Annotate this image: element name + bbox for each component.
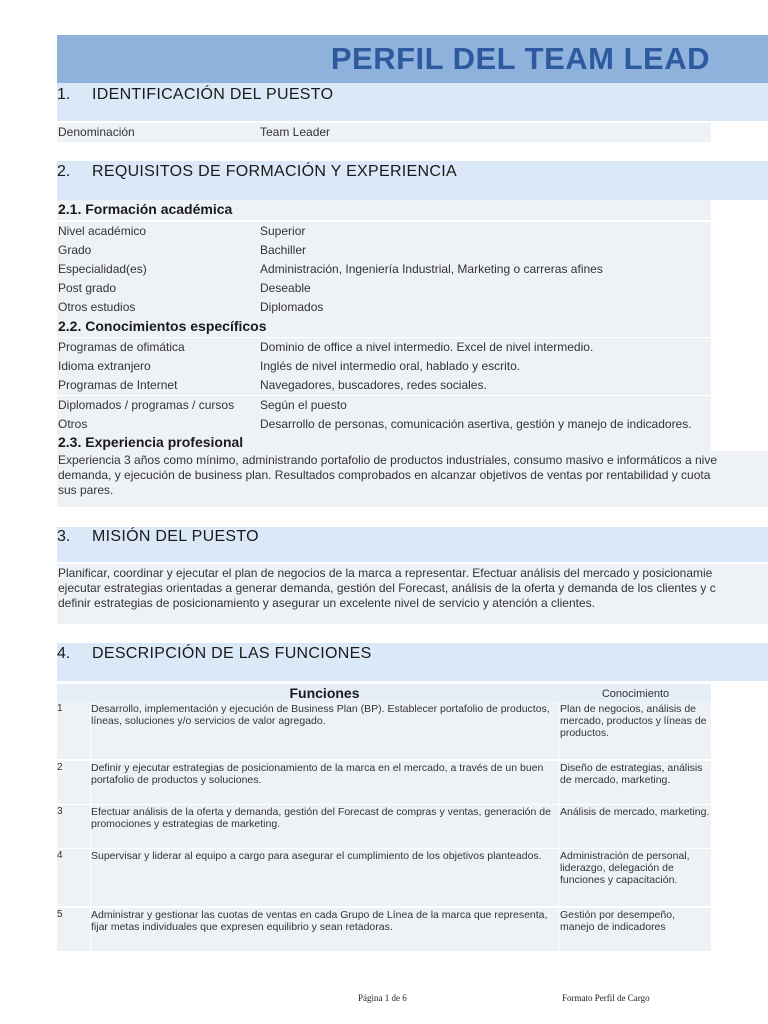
row-value: Dominio de office a nivel intermedio. Excel de nivel intermedio. [260,340,594,354]
row-label: Otros [58,417,88,431]
table-row [57,908,711,951]
row-value: Bachiller [260,243,307,257]
row-number: 5 [57,909,63,920]
experiencia-text: Experiencia 3 años como mínimo, administrando portafolio de productos industriales, consumo masivo e informáticos a nive demanda, y ejecución de business plan. Resultados comprobados en alcanzar objetivos de ventas por rentabilidad y cuota sus pares. [58,453,717,497]
section-3-header [57,527,768,562]
row-value: Deseable [260,281,311,295]
section-number: 2. [57,163,71,180]
table-row [57,761,711,804]
row-number: 3 [57,806,63,817]
row-number: 4 [57,850,63,861]
page-number: Página 1 de 6 [358,993,407,1003]
row-value: Team Leader [260,125,331,139]
row-label: Diplomados / programas / cursos [58,398,235,412]
conocimientos-row [57,376,711,396]
row-label: Programas de Internet [58,378,178,392]
formacion-row [57,241,711,261]
row-knowledge: Gestión por desempeño, manejo de indicadores [560,909,675,933]
row-knowledge: Diseño de estrategias, análisis de mercado, marketing. [560,762,703,786]
table-row [57,849,711,906]
section-number: 3. [57,528,71,545]
section-title: REQUISITOS DE FORMACIÓN Y EXPERIENCIA [92,163,457,180]
row-value: Diplomados [260,300,324,314]
row-knowledge: Administración de personal, liderazgo, delegación de funciones y capacitación. [560,850,690,886]
subsection-conocimientos [57,317,711,337]
section-number: 4. [57,645,71,662]
mision-text: Planificar, coordinar y ejecutar el plan de negocios de la marca a representar. Efectuar análisis del mercado y posicionamie ejecutar estrategias orientadas a generar demanda, gestión del Forecast, análisis de la oferta y demanda de los clientes y c definir estrategias de posicionamiento y asegurar un excelente nivel de servicio y atención a clientes. [58,566,716,610]
row-value: Superior [260,224,306,238]
experiencia-text-box [57,451,768,507]
row-value: Desarrollo de personas, comunicación asertiva, gestión y manejo de indicadores. [260,417,692,431]
row-number: 2 [57,762,63,773]
row-function: Administrar y gestionar las cuotas de ventas en cada Grupo de Línea de la marca que representa, fijar metas individuales que expresen equilibrio y sean retadoras. [91,909,548,933]
section-number: 1. [57,86,71,103]
row-function: Supervisar y liderar al equipo a cargo para asegurar el cumplimiento de los objetivos planteados. [91,850,542,862]
row-function: Efectuar análisis de la oferta y demanda, gestión del Forecast de compras y ventas, generación de promociones y estrategias de marketing. [91,806,551,830]
section-title: DESCRIPCIÓN DE LAS FUNCIONES [92,645,372,662]
subsection-title: 2.3. Experiencia profesional [58,434,244,450]
formacion-row [57,222,711,242]
section-2-header [57,161,768,200]
subsection-title: 2.1. Formación académica [58,201,233,217]
table-row [57,702,711,759]
row-value: Navegadores, buscadores, redes sociales. [260,378,487,392]
row-knowledge: Plan de negocios, análisis de mercado, productos y líneas de productos. [560,703,707,739]
table-row [57,805,711,848]
conocimientos-row [57,357,711,377]
page-title: PERFIL DEL TEAM LEAD [330,41,710,76]
subsection-formacion [57,200,711,220]
row-label: Nivel académico [58,224,147,238]
conocimientos-row [57,415,711,435]
subsection-title: 2.2. Conocimientos específicos [58,318,267,334]
row-value: Según el puesto [260,398,347,412]
header-conocimiento: Conocimiento [601,688,670,700]
section-title: IDENTIFICACIÓN DEL PUESTO [92,86,334,103]
mision-text-box [57,564,768,624]
row-number: 1 [57,703,63,714]
row-value: Inglés de nivel intermedio oral, hablado y escrito. [260,359,521,373]
row-function: Definir y ejecutar estrategias de posicionamiento de la marca en el mercado, a través de un buen portafolio de productos y soluciones. [91,762,544,786]
section-title: MISIÓN DEL PUESTO [92,528,259,545]
conocimientos-row [57,338,711,358]
row-label: Programas de ofimática [58,340,185,354]
formacion-row [57,298,711,318]
denominacion-row [57,123,711,143]
row-label: Grado [58,243,92,257]
title-band [57,35,768,83]
row-label: Especialidad(es) [58,262,147,276]
conocimientos-row [57,396,711,416]
section-4-header [57,643,768,681]
formacion-row [57,260,711,280]
subsection-experiencia [57,433,711,453]
row-label: Otros estudios [58,300,136,314]
row-label: Denominación [58,125,135,139]
header-funciones: Funciones [289,685,360,701]
row-label: Idioma extranjero [58,359,151,373]
row-value: Administración, Ingeniería Industrial, Marketing o carreras afines [260,262,603,276]
row-knowledge: Análisis de mercado, marketing. [560,806,710,818]
row-label: Post grado [58,281,117,295]
table-header [57,684,711,702]
row-function: Desarrollo, implementación y ejecución de Business Plan (BP). Establecer portafolio de productos, líneas, soluciones y/o servicios de valor agregado. [91,703,550,727]
formacion-row [57,279,711,299]
section-1-header [57,83,768,121]
footer-format: Formato Perfil de Cargo [562,993,650,1003]
